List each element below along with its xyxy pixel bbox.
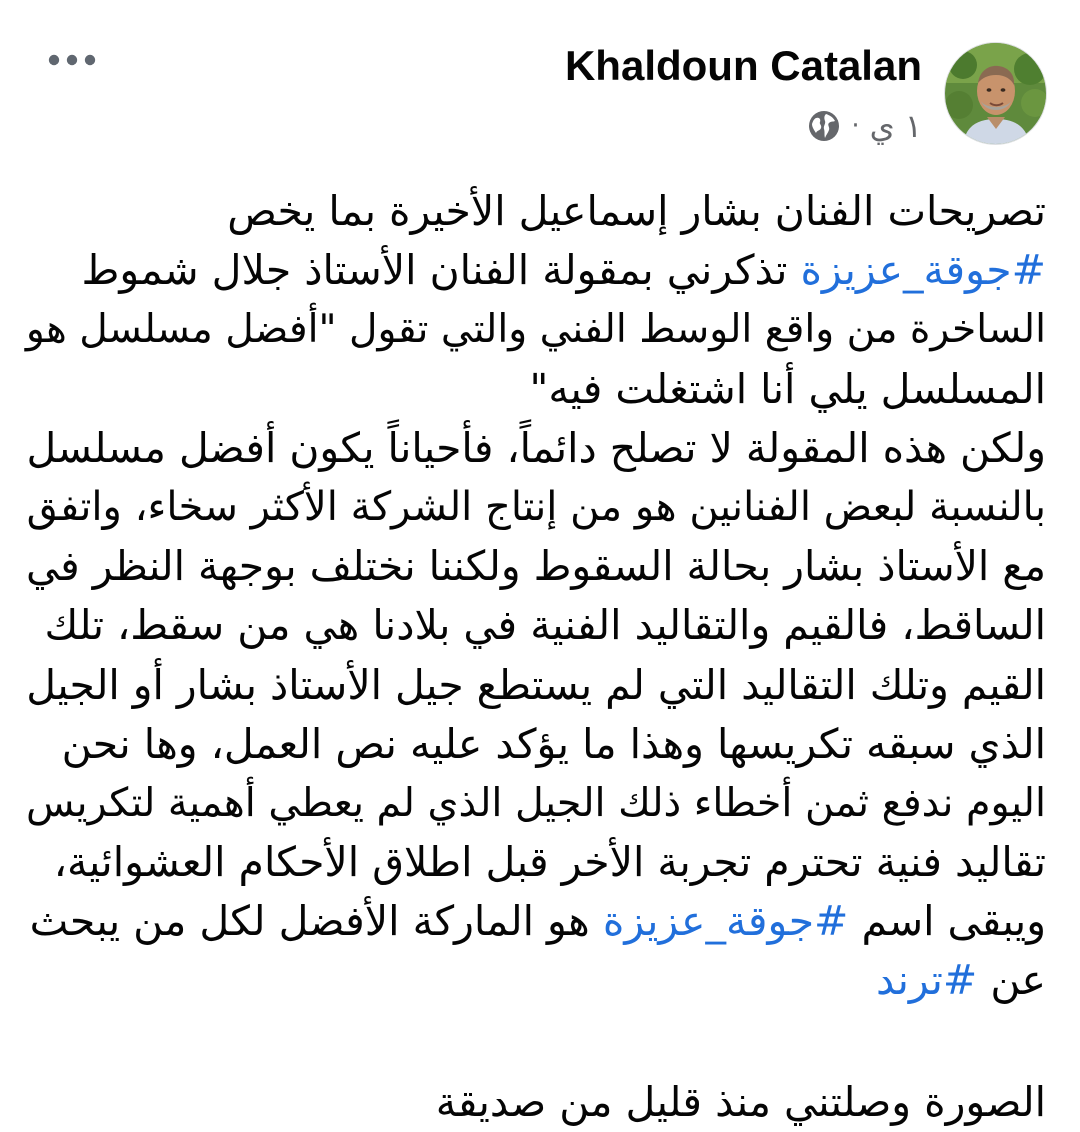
blank-line	[26, 1011, 1046, 1073]
globe-icon[interactable]	[807, 109, 841, 143]
post-text-segment: ويبقى اسم	[848, 897, 1046, 946]
post-text-line	[26, 596, 1046, 655]
post-text-line	[26, 360, 1046, 419]
post-text-segment: عن	[977, 956, 1046, 1005]
post-text-line	[26, 892, 1046, 951]
hashtag-link[interactable]: #جوقة_عزيزة	[602, 897, 849, 946]
post-text-line	[26, 419, 1046, 478]
post-text-line	[26, 182, 1046, 241]
post-text-segment: القيم وتلك التقاليد التي لم يستطع جيل الأستاذ بشار أو الجيل	[26, 660, 1046, 709]
more-options-icon	[44, 44, 100, 76]
hashtag-link[interactable]: #ترند	[875, 956, 978, 1005]
more-options-button[interactable]	[44, 44, 100, 76]
hashtag-link[interactable]: #جوقة_عزيزة	[800, 246, 1046, 295]
post-text-segment: الساخرة من واقع الوسط الفني والتي تقول "أفضل مسلسل هو	[25, 307, 1046, 353]
post-text-line	[26, 478, 1046, 537]
post-header	[0, 0, 1080, 160]
meta-separator: ·	[851, 111, 860, 141]
post-text-line	[26, 241, 1046, 300]
post-text-segment: تقاليد فنية تحترم تجربة الأخر قبل اطلاق الأحكام العشوائية،	[53, 838, 1046, 887]
post-text-segment: اليوم ندفع ثمن أخطاء ذلك الجيل الذي لم يعطي أهمية لتكريس	[26, 779, 1046, 826]
post-text-segment: تصريحات الفنان بشار إسماعيل الأخيرة بما يخص	[227, 187, 1046, 235]
post-text-segment: الصورة وصلتني منذ قليل من صديقة	[435, 1077, 1046, 1126]
post-text-segment: ولكن هذه المقولة لا تصلح دائماً، فأحياناً يكون أفضل مسلسل	[26, 423, 1046, 472]
post-text-segment: تذكرني بمقولة الفنان الأستاذ جلال شموط	[81, 246, 801, 295]
post-text-line	[26, 1073, 1046, 1132]
post-text-segment: الذي سبقه تكريسها وهذا ما يؤكد عليه نص العمل، وها نحن	[61, 719, 1046, 768]
post-text-segment: بالنسبة لبعض الفنانين هو من إنتاج الشركة الأكثر سخاء، واتفق	[26, 483, 1046, 530]
post-timestamp[interactable]: ١ ي	[869, 107, 922, 145]
post-text-line	[26, 656, 1046, 715]
post-text-segment: المسلسل يلي أنا اشتغلت فيه"	[529, 364, 1046, 413]
post-text-segment: الساقط، فالقيم والتقاليد الفنية في بلادنا هي من سقط، تلك	[44, 601, 1046, 650]
post-text-segment: مع الأستاذ بشار بحالة السقوط ولكننا نختلف بوجهة النظر في	[26, 542, 1046, 591]
post-text-line	[26, 951, 1046, 1010]
post-meta	[807, 104, 922, 148]
post-text-line	[26, 715, 1046, 774]
post-text	[26, 182, 1046, 1132]
post-text-line	[26, 537, 1046, 596]
post-text-line	[26, 833, 1046, 892]
post-text-segment: هو الماركة الأفضل لكل من يبحث	[29, 897, 603, 946]
post-text-line	[26, 774, 1046, 833]
author-avatar[interactable]	[944, 42, 1047, 145]
post-text-line	[26, 300, 1046, 359]
author-name[interactable]: Khaldoun Catalan	[564, 42, 922, 89]
